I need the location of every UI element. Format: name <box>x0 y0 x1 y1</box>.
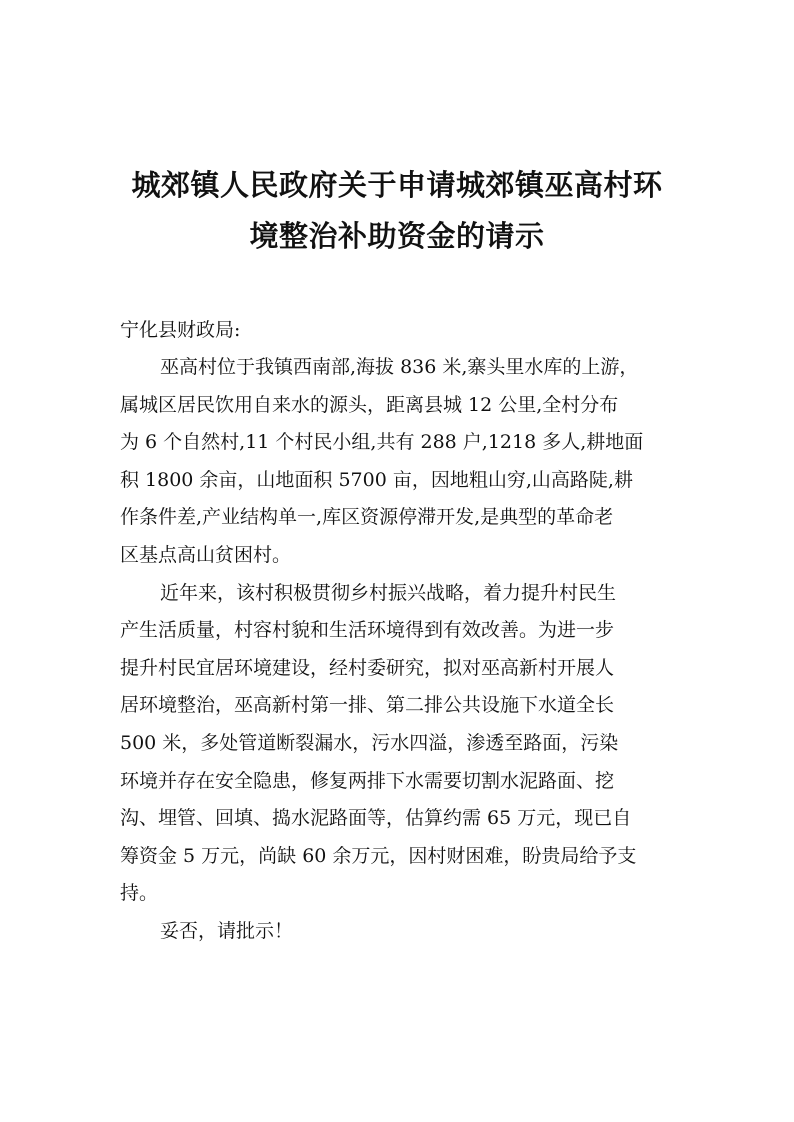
paragraph-line: 筹资金 5 万元，尚缺 60 余万元，因村财困难，盼贵局给予支 <box>120 844 637 867</box>
paragraph-background <box>120 349 680 575</box>
recipient-salutation: 宁化县财政局: <box>120 319 241 341</box>
paragraph-line: 积 1800 余亩，山地面积 5700 亩，因地粗山穷,山高路陡,耕 <box>120 468 633 491</box>
paragraph-line: 环境并存在安全隐患，修复两排下水需要切割水泥路面、挖 <box>120 769 615 792</box>
paragraph-line: 沟、埋管、回填、捣水泥路面等，估算约需 65 万元，现已自 <box>120 807 632 830</box>
title-line-1: 城郊镇人民政府关于申请城郊镇巫高村环 <box>131 168 663 202</box>
closing-line: 妥否，请批示！ <box>160 919 294 942</box>
paragraph-line: 500 米，多处管道断裂漏水，污水四溢，渗透至路面，污染 <box>120 731 619 754</box>
paragraph-line: 作条件差,产业结构单一,库区资源停滞开发,是典型的革命老 <box>120 506 614 529</box>
paragraph-line: 居环境整治，巫高新村第一排、第二排公共设施下水道全长 <box>120 694 615 717</box>
paragraph-line: 产生活质量，村容村貌和生活环境得到有效改善。为进一步 <box>120 619 615 642</box>
paragraph-line: 属城区居民饮用自来水的源头，距离县城 12 公里,全村分布 <box>120 393 619 416</box>
paragraph-request <box>120 575 680 913</box>
paragraph-line: 为 6 个自然村,11 个村民小组,共有 288 户,1218 多人,耕地面 <box>120 431 644 454</box>
paragraph-line: 巫高村位于我镇西南部,海拔 836 米,寨头里水库的上游， <box>160 356 639 378</box>
document-title <box>100 160 694 262</box>
paragraph-line: 近年来，该村积极贯彻乡村振兴战略，着力提升村民生 <box>160 581 617 604</box>
paragraph-line: 提升村民宜居环境建设，经村委研究，拟对巫高新村开展人 <box>120 656 615 679</box>
title-line-2: 境整治补助资金的请示 <box>249 219 545 253</box>
paragraph-line: 区基点高山贫困村。 <box>120 543 292 566</box>
paragraph-line: 持。 <box>120 882 159 905</box>
document-body <box>120 349 680 951</box>
